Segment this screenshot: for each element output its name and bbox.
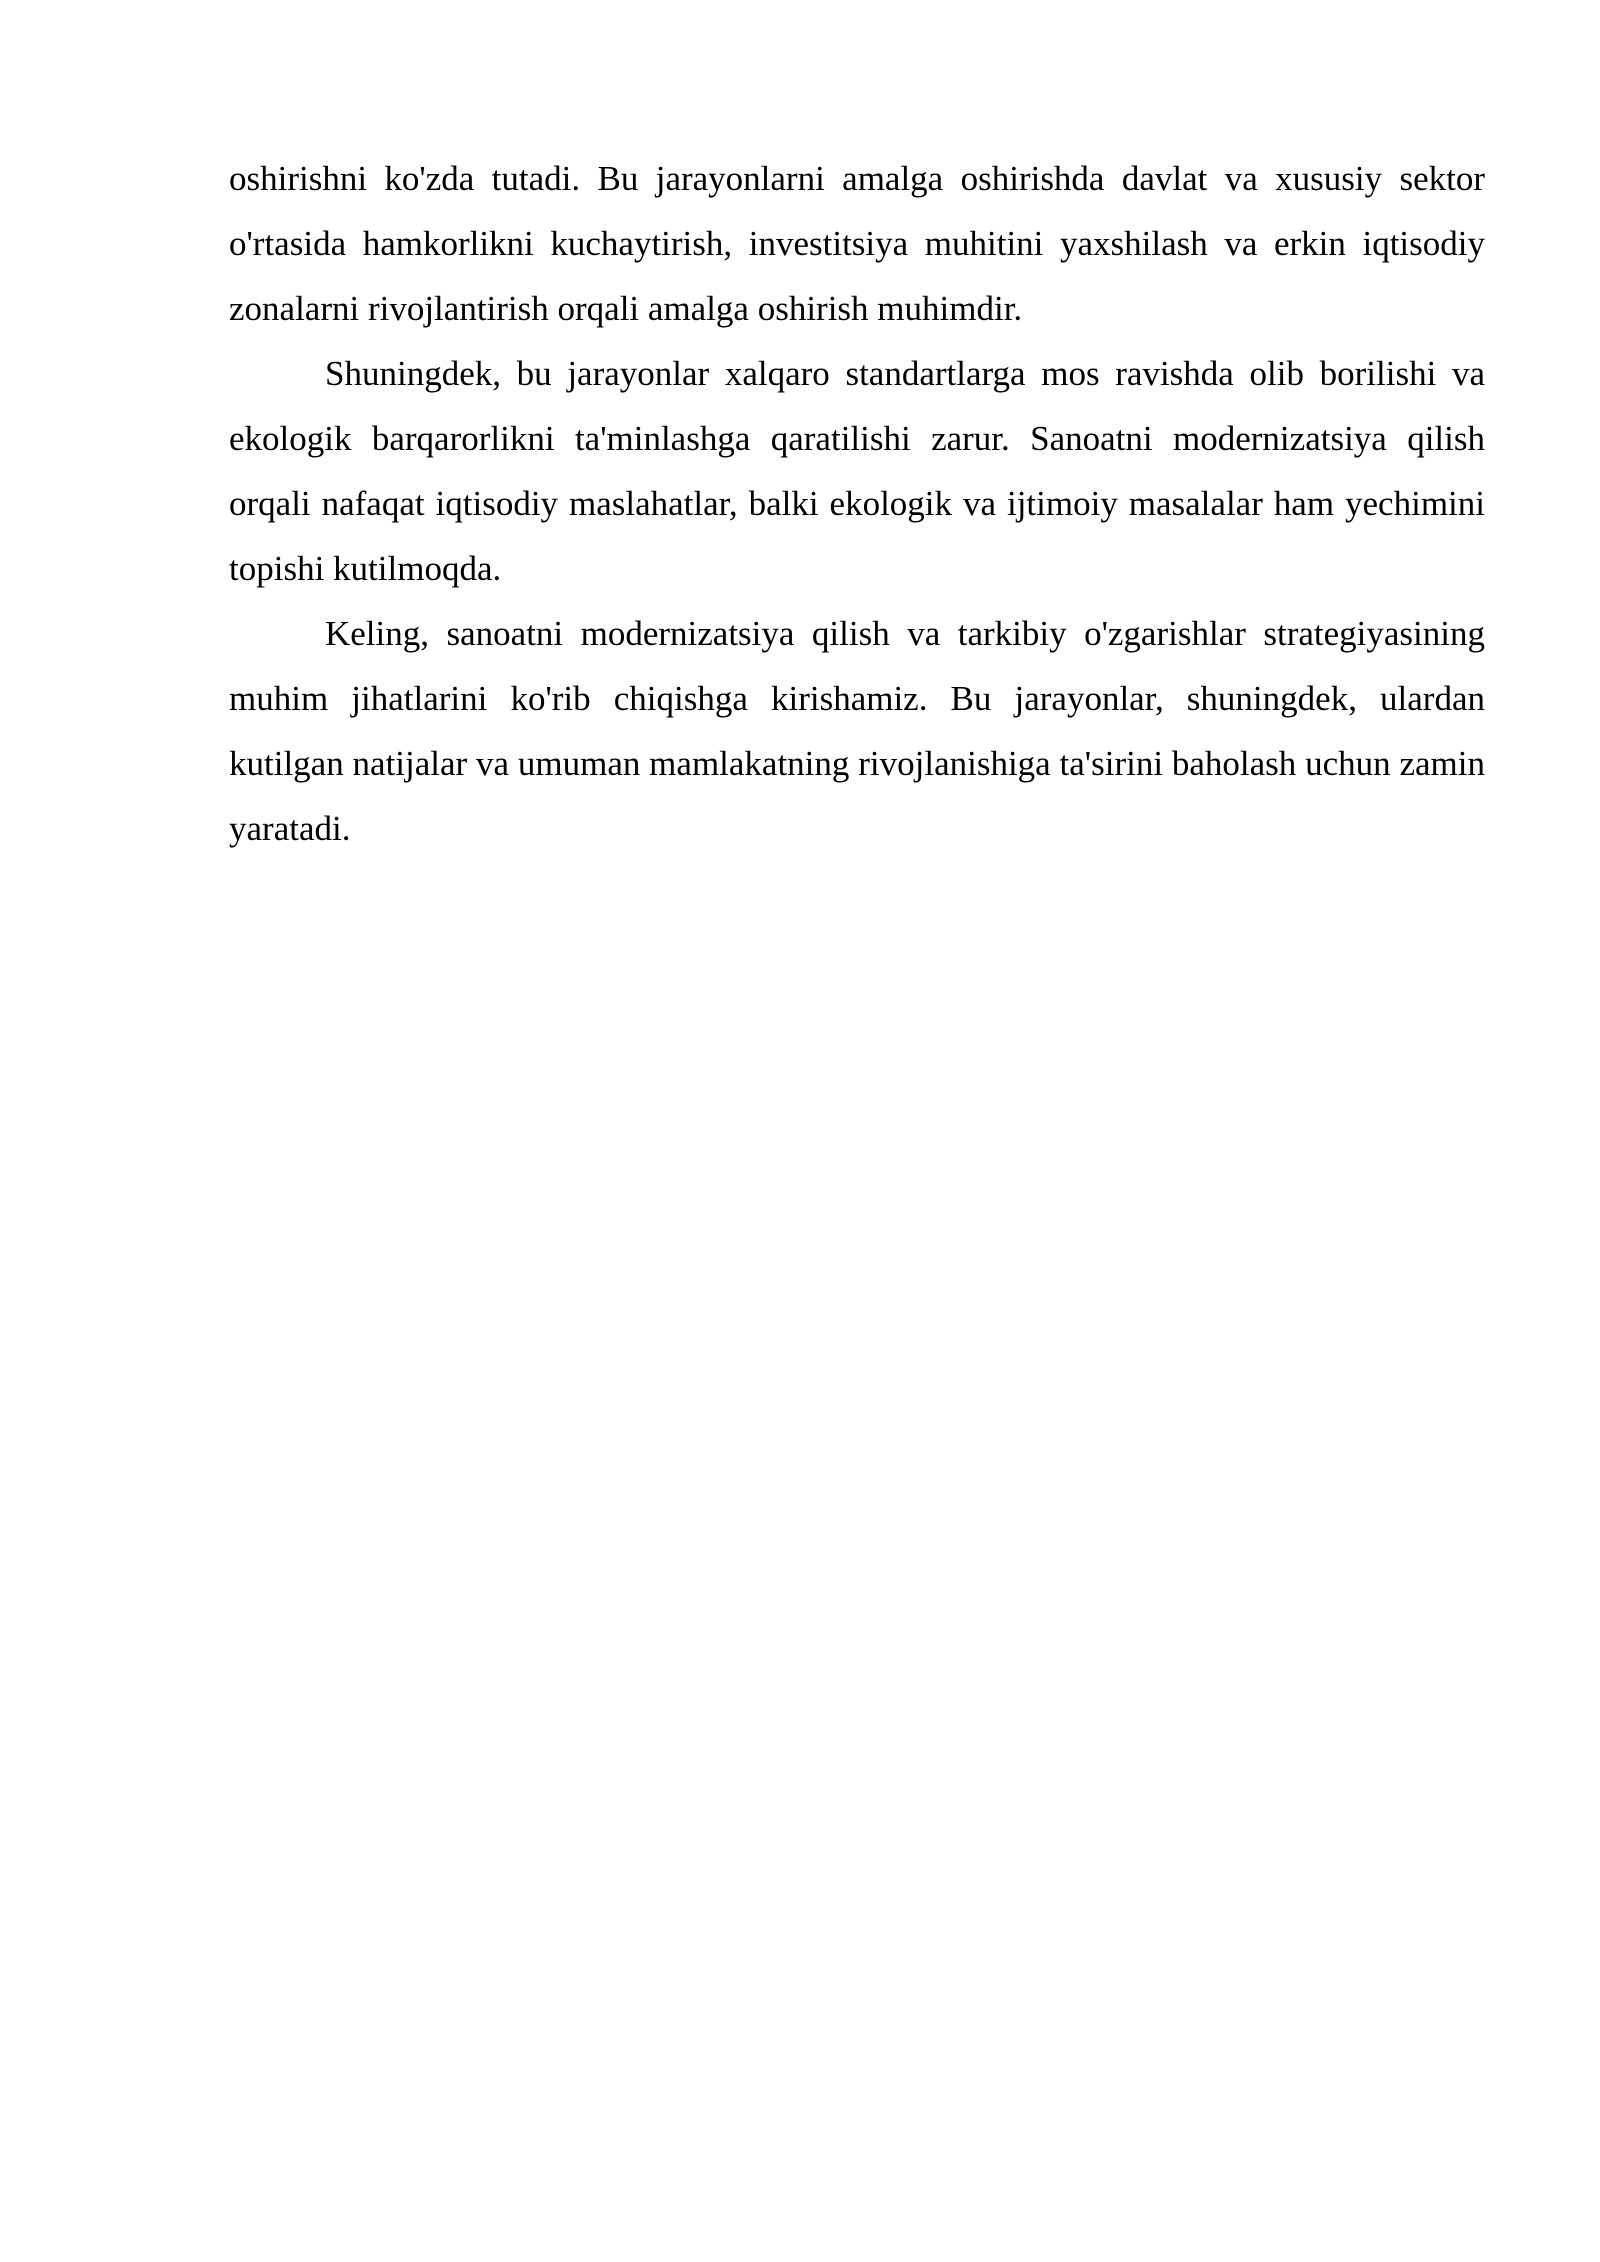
- paragraph-continuation: oshirishni ko'zda tutadi. Bu jarayonlarni amalga oshirishda davlat va xususiy sektor o'rtasida hamkorlikni kuchaytirish, investitsiya muhitini yaxshilash va erkin iqtisodiy zonalarni rivojlantirish orqali amalga oshirish muhimdir.: [229, 159, 1485, 328]
- paragraph-standards: Shuningdek, bu jarayonlar xalqaro standartlarga mos ravishda olib borilishi va ekologik barqarorlikni ta'minlashga qaratilishi zarur. Sanoatni modernizatsiya qilish orqali nafaqat iqtisodiy maslahatlar, balki ekologik va ijtimoiy masalalar ham yechimini topishi kutilmoqda.: [229, 354, 1485, 588]
- body-text: [229, 146, 1485, 861]
- paragraph-strategy: Keling, sanoatni modernizatsiya qilish va tarkibiy o'zgarishlar strategiyasining muhim jihatlarini ko'rib chiqishga kirishamiz. Bu jarayonlar, shuningdek, ulardan kutilgan natijalar va umuman mamlakatning rivojlanishiga ta'sirini baholash uchun zamin yaratadi.: [229, 614, 1485, 848]
